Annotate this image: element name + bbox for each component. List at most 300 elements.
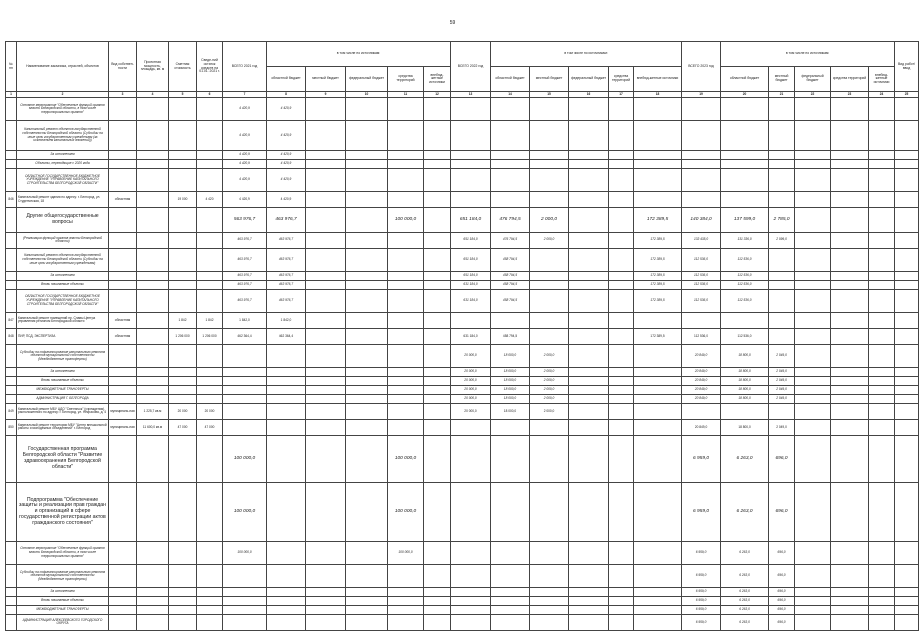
row-cell [569, 280, 609, 289]
row-cell [169, 587, 197, 596]
row-cell [831, 541, 869, 564]
row-cell [609, 328, 634, 344]
row-cell [569, 208, 609, 233]
row-number [6, 394, 17, 403]
row-cell [109, 160, 137, 169]
column-number: 4 [137, 92, 169, 98]
row-cell [569, 232, 609, 248]
header-regional-2023: областной бюджет [721, 67, 769, 92]
row-cell [530, 271, 569, 280]
row-cell [346, 312, 388, 328]
row-cell: 140 384,0 [682, 208, 721, 233]
row-cell [169, 483, 197, 542]
column-number: 7 [223, 92, 267, 98]
row-cell [769, 280, 795, 289]
row-cell [609, 564, 634, 587]
header-local-2022: местный бюджет [530, 67, 569, 92]
row-cell [769, 192, 795, 208]
row-cell [569, 403, 609, 419]
row-cell [197, 151, 223, 160]
row-cell [267, 385, 306, 394]
row-cell [609, 121, 634, 151]
row-cell [634, 541, 682, 564]
row-cell: 112 536,0 [682, 271, 721, 280]
row-cell [424, 419, 451, 435]
row-cell: областная [109, 312, 137, 328]
row-cell [609, 367, 634, 376]
row-cell: 100 000,0 [388, 541, 424, 564]
row-cell [491, 419, 530, 435]
row-cell [388, 98, 424, 121]
row-cell [306, 208, 346, 233]
table-body [6, 92, 919, 631]
row-cell [346, 596, 388, 605]
row-cell: 18 000,0 [491, 367, 530, 376]
row-cell [306, 98, 346, 121]
row-cell: 696,0 [769, 483, 795, 542]
row-cell [530, 280, 569, 289]
row-cell [223, 564, 267, 587]
row-cell [346, 98, 388, 121]
row-cell [109, 208, 137, 233]
row-cell [424, 596, 451, 605]
table-row [6, 376, 919, 385]
row-cell [267, 403, 306, 419]
row-cell [721, 192, 769, 208]
row-cell [306, 367, 346, 376]
row-cell [424, 160, 451, 169]
row-cell [634, 419, 682, 435]
column-number: 24 [869, 92, 895, 98]
row-name: Вновь начинаемые объекты [17, 376, 109, 385]
row-cell [569, 271, 609, 280]
row-cell [831, 248, 869, 271]
row-cell [682, 169, 721, 192]
header-federal-2022: федеральный бюджет [569, 67, 609, 92]
row-cell [831, 192, 869, 208]
row-cell [609, 385, 634, 394]
row-cell [388, 344, 424, 367]
row-cell: 6 263,0 [721, 541, 769, 564]
row-cell [831, 289, 869, 312]
table-row [6, 483, 919, 542]
column-number: 22 [795, 92, 831, 98]
row-cell [137, 367, 169, 376]
row-cell: 2 000,0 [530, 208, 569, 233]
row-cell [306, 614, 346, 630]
row-cell [831, 614, 869, 630]
row-cell: 463 976,7 [223, 271, 267, 280]
row-cell [169, 271, 197, 280]
page-number: 59 [449, 20, 456, 26]
row-cell [137, 151, 169, 160]
row-cell: 172 389,5 [634, 208, 682, 233]
row-cell [869, 376, 895, 385]
row-cell [109, 289, 137, 312]
row-cell [346, 483, 388, 542]
header-offbudget-2023: внебюд-жетные источники [869, 67, 895, 92]
row-name: Капитальный ремонт здания по адресу: г. Белгород, ул. Студенческая, 18 [17, 192, 109, 208]
row-cell [609, 419, 634, 435]
row-cell: 133 435,0 [682, 232, 721, 248]
row-number [6, 208, 17, 233]
row-cell [795, 367, 831, 376]
row-name: (Реализация функций органов власти Белгородской области) [17, 232, 109, 248]
row-cell [388, 151, 424, 160]
row-cell [895, 208, 919, 233]
row-cell [109, 248, 137, 271]
table-row [6, 289, 919, 312]
row-cell: 651 184,0 [451, 208, 491, 233]
row-cell [424, 232, 451, 248]
row-cell [451, 160, 491, 169]
row-cell: 18 000,0 [491, 376, 530, 385]
row-cell [530, 248, 569, 271]
row-cell [388, 121, 424, 151]
row-number [6, 614, 17, 630]
row-cell [451, 435, 491, 482]
row-cell [169, 289, 197, 312]
row-cell [109, 280, 137, 289]
row-cell [634, 169, 682, 192]
row-cell [388, 312, 424, 328]
column-number: 15 [530, 92, 569, 98]
row-cell [895, 151, 919, 160]
row-cell [831, 376, 869, 385]
row-cell [895, 271, 919, 280]
row-cell [491, 435, 530, 482]
row-cell: 476 794,5 [491, 208, 530, 233]
row-cell: 18 000,0 [491, 344, 530, 367]
row-cell: 20 000,0 [451, 367, 491, 376]
row-cell [109, 483, 137, 542]
row-cell [569, 160, 609, 169]
row-cell [895, 596, 919, 605]
row-cell [569, 121, 609, 151]
row-cell: 4 420,9 [267, 121, 306, 151]
row-cell: 11 600,0 кв.м [137, 419, 169, 435]
header-total-2023: ВСЕГО 2023 год [682, 42, 721, 92]
row-cell [109, 614, 137, 630]
row-cell: 2 049,0 [769, 385, 795, 394]
budget-table [5, 41, 919, 631]
row-cell [346, 394, 388, 403]
table-row [6, 419, 919, 435]
row-cell [530, 435, 569, 482]
row-number [6, 248, 17, 271]
row-cell: 20 000 [169, 403, 197, 419]
row-cell [530, 121, 569, 151]
row-cell: 463 976,7 [267, 289, 306, 312]
row-cell: 112 536,0 [721, 289, 769, 312]
row-cell [388, 271, 424, 280]
row-name: За исполнением [17, 367, 109, 376]
row-cell [388, 192, 424, 208]
column-number: 25 [895, 92, 919, 98]
row-cell [169, 435, 197, 482]
row-cell [569, 376, 609, 385]
row-cell [197, 169, 223, 192]
row-cell [831, 596, 869, 605]
row-cell [721, 403, 769, 419]
row-number [6, 271, 17, 280]
row-cell [869, 385, 895, 394]
row-cell [137, 328, 169, 344]
row-cell [634, 98, 682, 121]
row-cell [869, 403, 895, 419]
row-cell [388, 419, 424, 435]
row-cell: 2 049,0 [769, 344, 795, 367]
row-cell [869, 596, 895, 605]
row-cell [267, 564, 306, 587]
row-cell [869, 344, 895, 367]
row-cell [388, 385, 424, 394]
row-cell: 458 794,5 [491, 280, 530, 289]
row-cell [569, 328, 609, 344]
row-cell [424, 98, 451, 121]
row-cell [895, 169, 919, 192]
row-cell: 1 206 000 [169, 328, 197, 344]
row-cell: 463 976,7 [223, 232, 267, 248]
row-cell [609, 248, 634, 271]
row-cell [197, 367, 223, 376]
row-cell [491, 169, 530, 192]
header-pp: № пп [6, 42, 17, 92]
row-cell [424, 483, 451, 542]
row-cell [137, 394, 169, 403]
row-cell [109, 271, 137, 280]
row-cell [197, 435, 223, 482]
row-cell [795, 232, 831, 248]
row-cell [682, 121, 721, 151]
row-cell [530, 192, 569, 208]
row-cell [109, 367, 137, 376]
row-cell [267, 419, 306, 435]
row-cell [895, 419, 919, 435]
row-number [6, 232, 17, 248]
row-cell [869, 208, 895, 233]
row-cell [197, 541, 223, 564]
row-cell [197, 596, 223, 605]
row-cell [424, 541, 451, 564]
row-cell: 4 420,9 [267, 160, 306, 169]
row-cell [109, 541, 137, 564]
row-cell [530, 564, 569, 587]
row-cell [451, 564, 491, 587]
row-cell [895, 121, 919, 151]
row-cell [346, 328, 388, 344]
row-cell [223, 587, 267, 596]
row-cell [609, 614, 634, 630]
row-cell [223, 403, 267, 419]
row-cell: 651 184,0 [451, 232, 491, 248]
row-cell [169, 564, 197, 587]
row-cell [831, 344, 869, 367]
row-cell [569, 596, 609, 605]
row-cell [137, 192, 169, 208]
row-cell: 18 800,0 [721, 344, 769, 367]
row-cell [682, 160, 721, 169]
row-cell [223, 394, 267, 403]
row-cell: 112 536,0 [682, 289, 721, 312]
row-cell [137, 483, 169, 542]
table-row [6, 312, 919, 328]
column-number: 21 [769, 92, 795, 98]
row-cell [609, 483, 634, 542]
row-cell [831, 208, 869, 233]
header-local-2023: местный бюджет [769, 67, 795, 92]
row-cell [569, 564, 609, 587]
row-cell [634, 344, 682, 367]
row-cell [197, 160, 223, 169]
header-federal-2021: федеральный бюджет [346, 67, 388, 92]
row-name: Субсидии на софинансирование капитального ремонта объектов муниципальной собственности (Межбюджетные трансферты) [17, 344, 109, 367]
table-row [6, 587, 919, 596]
row-cell: 100 000,0 [388, 435, 424, 482]
row-cell [795, 419, 831, 435]
row-cell [795, 312, 831, 328]
row-cell [109, 385, 137, 394]
row-cell [634, 367, 682, 376]
row-cell: 18 000,0 [491, 394, 530, 403]
header-local-2021: местный бюджет [306, 67, 346, 92]
row-cell [831, 151, 869, 160]
row-name: Объекты, переходящие с 2020 года [17, 160, 109, 169]
row-cell: 20 000 [197, 403, 223, 419]
header-row-1 [6, 42, 919, 67]
row-cell [169, 367, 197, 376]
table-row [6, 605, 919, 614]
row-cell: 696,0 [769, 614, 795, 630]
row-cell: 20 000,0 [451, 385, 491, 394]
row-cell: 1 842,0 [267, 312, 306, 328]
row-cell: 6 959,0 [682, 435, 721, 482]
row-cell: 651 184,0 [451, 248, 491, 271]
row-cell [388, 169, 424, 192]
row-cell [346, 271, 388, 280]
row-cell [795, 169, 831, 192]
row-cell [491, 192, 530, 208]
row-cell [424, 394, 451, 403]
row-cell: 47 000 [197, 419, 223, 435]
row-cell [569, 151, 609, 160]
row-cell: 2 049,0 [769, 419, 795, 435]
row-cell [424, 403, 451, 419]
row-cell [346, 564, 388, 587]
row-cell [609, 232, 634, 248]
row-cell [634, 435, 682, 482]
row-cell [869, 587, 895, 596]
row-cell [267, 541, 306, 564]
row-cell [491, 596, 530, 605]
row-cell: 112 536,0 [721, 248, 769, 271]
row-number [6, 289, 17, 312]
row-cell: 2 000,0 [530, 367, 569, 376]
row-cell [795, 208, 831, 233]
row-cell [869, 289, 895, 312]
row-cell [388, 587, 424, 596]
row-name: ОБЛАСТНОЕ ГОСУДАРСТВЕННОЕ БЮДЖЕТНОЕ УЧРЕЖДЕНИЕ "УПРАВЛЕНИЕ КАПИТАЛЬНОГО СТРОИТЕЛЬСТВА БЕЛГОРОДСКОЙ ОБЛАСТИ" [17, 169, 109, 192]
row-cell [346, 419, 388, 435]
row-cell [197, 280, 223, 289]
row-name: Государственная программа Белгородской области "Развитие здравоохранения Белгородской области" [17, 435, 109, 482]
row-cell [795, 121, 831, 151]
row-cell [491, 564, 530, 587]
row-cell [634, 394, 682, 403]
row-cell [169, 160, 197, 169]
row-cell [569, 248, 609, 271]
row-cell: 6 959,0 [682, 541, 721, 564]
row-cell [424, 614, 451, 630]
row-cell [109, 121, 137, 151]
table-row [6, 232, 919, 248]
row-cell: областная [109, 192, 137, 208]
row-cell: 462 364,4 [267, 328, 306, 344]
row-cell: 172 389,5 [634, 280, 682, 289]
row-cell: 112 536,0 [682, 248, 721, 271]
row-cell [795, 564, 831, 587]
row-cell [306, 312, 346, 328]
row-cell [346, 403, 388, 419]
row-cell [795, 483, 831, 542]
row-cell: 6 959,0 [682, 587, 721, 596]
row-cell [530, 328, 569, 344]
table-row [6, 385, 919, 394]
row-cell [869, 232, 895, 248]
row-number [6, 435, 17, 482]
header-cost: Сметная стоимость [169, 42, 197, 92]
row-cell: 112 536,0 [682, 328, 721, 344]
row-cell: 172 389,5 [634, 232, 682, 248]
row-cell [306, 232, 346, 248]
row-cell [137, 587, 169, 596]
row-cell [451, 121, 491, 151]
row-cell: 131 336,0 [721, 232, 769, 248]
row-cell: 463 976,7 [223, 289, 267, 312]
row-cell [267, 367, 306, 376]
row-cell: 172 389,5 [634, 248, 682, 271]
row-cell [682, 312, 721, 328]
row-cell [267, 596, 306, 605]
row-cell: 1 225,7 кв.м [137, 403, 169, 419]
row-cell [831, 394, 869, 403]
row-cell [869, 160, 895, 169]
row-cell [424, 385, 451, 394]
column-number: 5 [169, 92, 197, 98]
row-number: 849 [6, 403, 17, 419]
row-cell [795, 160, 831, 169]
row-cell: 6 959,0 [682, 605, 721, 614]
row-cell [634, 192, 682, 208]
row-cell [223, 419, 267, 435]
row-cell [895, 541, 919, 564]
row-number [6, 98, 17, 121]
row-cell [267, 376, 306, 385]
row-cell [869, 312, 895, 328]
row-cell [831, 403, 869, 419]
row-cell [424, 248, 451, 271]
row-cell [197, 483, 223, 542]
row-cell: 462 364,4 [223, 328, 267, 344]
row-cell [795, 328, 831, 344]
row-cell [137, 312, 169, 328]
row-cell [609, 394, 634, 403]
row-cell [895, 98, 919, 121]
row-cell [306, 605, 346, 614]
row-cell [634, 376, 682, 385]
row-name: За исполнением [17, 587, 109, 596]
row-cell [306, 289, 346, 312]
